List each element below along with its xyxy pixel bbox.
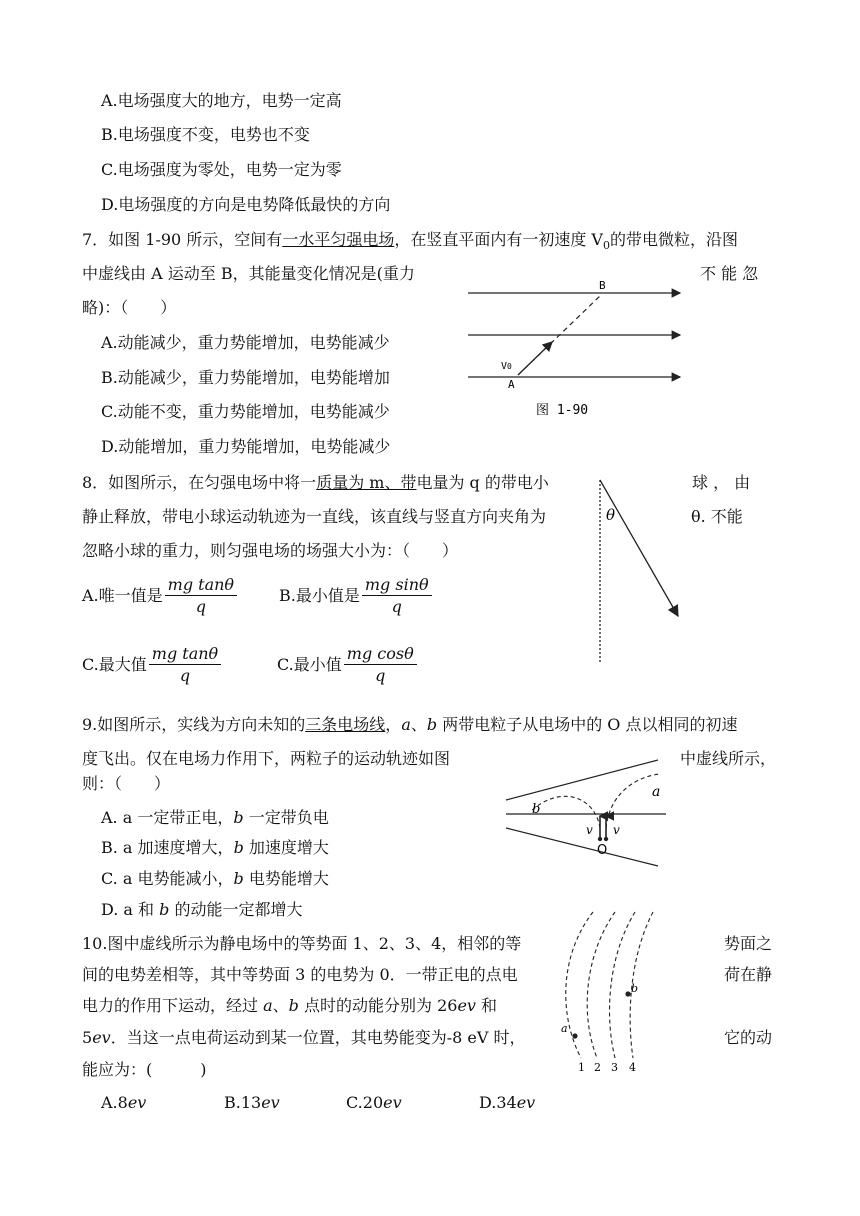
q10-figure-equipotentials [555, 908, 665, 1076]
q9-option-d: D. a 和 b 的动能一定都增大 [101, 900, 303, 919]
q9-option-c: C. a 电势能减小，b 电势能增大 [101, 869, 329, 888]
theta-label: θ [606, 506, 616, 524]
figure-caption: 图 1-90 [536, 403, 589, 418]
q10-option-d: D.34ev [479, 1093, 536, 1112]
point-a-label: A [508, 378, 515, 391]
q9-stem-line2-end: 中虚线所示， [680, 749, 777, 768]
label-b: b [532, 802, 541, 817]
label-2: 2 [594, 1061, 601, 1074]
q8-option-d: C.最小值 $\frac{\text{mg cosθ}}{q}$ [277, 643, 419, 687]
q10-stem-line2: 间的电势差相等，其中等势面 3 的电势为 0．一带正电的点电 [82, 965, 518, 984]
q9-stem-line2: 度飞出。仅在电场力作用下，两粒子的运动轨迹如图 [82, 749, 451, 768]
q10-option-c: C.20ev [346, 1093, 402, 1112]
trajectory-a [606, 774, 660, 828]
q6-option-d: D.电场强度的方向是电势降低最快的方向 [101, 195, 391, 214]
q8-stem-line1-end: 球 ， 由 [692, 473, 751, 492]
q10-stem-line3: 电力的作用下运动，经过 a、b 点时的动能分别为 26ev 和 [82, 996, 498, 1015]
q7-option-c: C.动能不变，重力势能增加，电势能减少 [101, 402, 390, 421]
q6-option-c: C.电场强度为零处，电势一定为零 [101, 160, 342, 179]
q8-option-a: A.唯一值是 $\frac{\text{mg tanθ}}{q}$ [82, 574, 239, 618]
trajectory-arrow [600, 480, 678, 616]
label-a: a [652, 784, 661, 800]
q7-underlined-term: 一水平匀强电场 [282, 230, 395, 249]
q7-option-d: D.动能增加，重力势能增加，电势能减少 [101, 437, 391, 456]
point-b-label: B [599, 279, 606, 292]
q7-stem-line2: 中虚线由 A 运动至 B，其能量变化情况是(重力 [82, 264, 415, 283]
q6-option-b: B.电场强度不变，电势也不变 [101, 125, 310, 144]
q10-stem-line4-end: 它的动 [724, 1028, 773, 1047]
q9-stem-line1: 9.如图所示，实线为方向未知的三条电场线，a、b 两带电粒子从电场中的 O 点以相同的初速 [82, 715, 738, 734]
q7-option-a: A.动能减少，重力势能增加，电势能减少 [101, 333, 390, 352]
q10-option-a: A.8ev [101, 1093, 147, 1112]
label-3: 3 [611, 1061, 618, 1074]
q10-stem-line5: 能应为：( ) [82, 1060, 207, 1079]
q10-stem-line2-end: 荷在静 [724, 965, 773, 984]
label-v-left: v [586, 823, 593, 837]
particle-b-dot [598, 837, 602, 841]
q8-stem-line2-end: θ. 不能 [691, 507, 743, 526]
particle-a-dot [604, 837, 608, 841]
label-o: O [597, 843, 608, 858]
q8-option-c-fraction: $\frac{\text{mg tanθ}}{q}$ [149, 644, 221, 687]
q10-option-b: B.13ev [224, 1093, 280, 1112]
q9-option-b: B. a 加速度增大，b 加速度增大 [101, 838, 329, 857]
q8-stem-line3: 忽略小球的重力，则匀强电场的场强大小为：（ ） [82, 541, 459, 560]
q7-stem-line2-end: 不 能 忽 [700, 264, 759, 283]
q7-stem-line3: 略)：（ ） [82, 298, 177, 317]
q8-underlined-term: 质量为 m、带 [316, 473, 417, 492]
q10-stem-line1: 10.图中虚线所示为静电场中的等势面 1、2、3、4，相邻的等 [82, 934, 522, 953]
q7-option-b: B.动能减少，重力势能增加，电势能增加 [101, 368, 390, 387]
point-b-dot [625, 991, 630, 996]
q8-figure-trajectory [590, 476, 690, 668]
q9-stem-line3: 则：（ ） [82, 774, 171, 793]
q9-figure-field-lines [500, 754, 670, 874]
field-line-upper [506, 760, 661, 800]
label-a: a [561, 1022, 568, 1035]
label-1: 1 [578, 1061, 585, 1074]
q9-option-a: A. a 一定带正电，b 一定带负电 [101, 808, 329, 827]
point-a-dot [572, 1033, 577, 1038]
q9-underlined-term: 三条电场线 [305, 715, 386, 734]
q8-option-b: B.最小值是 $\frac{\text{mg sinθ}}{q}$ [279, 574, 434, 618]
q8-option-d-fraction: $\frac{\text{mg cosθ}}{q}$ [344, 644, 417, 687]
q10-stem-line4: 5ev．当这一点电荷运动到某一位置，其电势能变为-8 eV 时， [82, 1028, 526, 1047]
q7-stem-line1: 7．如图 1-90 所示，空间有一水平匀强电场，在竖直平面内有一初速度 $V_0$的带电微粒，沿图 [82, 230, 738, 253]
label-v-right: v [613, 823, 620, 837]
q8-option-a-fraction: $\frac{\text{mg tanθ}}{q}$ [165, 575, 237, 618]
initial-velocity-arrow [518, 342, 552, 375]
q8-option-c: C.最大值 $\frac{\text{mg tanθ}}{q}$ [82, 643, 223, 687]
q8-stem-line2: 静止释放，带电小球运动轨迹为一直线，该直线与竖直方向夹角为 [82, 507, 547, 526]
q6-option-a: A.电场强度大的地方，电势一定高 [101, 91, 342, 110]
q8-option-b-fraction: $\frac{\text{mg sinθ}}{q}$ [362, 575, 432, 618]
label-4: 4 [629, 1061, 636, 1074]
q7-figure-field-lines [460, 276, 690, 422]
label-b: b [631, 982, 639, 995]
equipotential-1 [566, 912, 593, 1058]
field-line-lower [506, 828, 658, 866]
q10-stem-line1-end: 势面之 [724, 934, 773, 953]
q8-stem-line1: 8．如图所示，在匀强电场中将一质量为 m、带电量为 q 的带电小 [82, 473, 549, 492]
v0-label: V0 [501, 361, 512, 372]
